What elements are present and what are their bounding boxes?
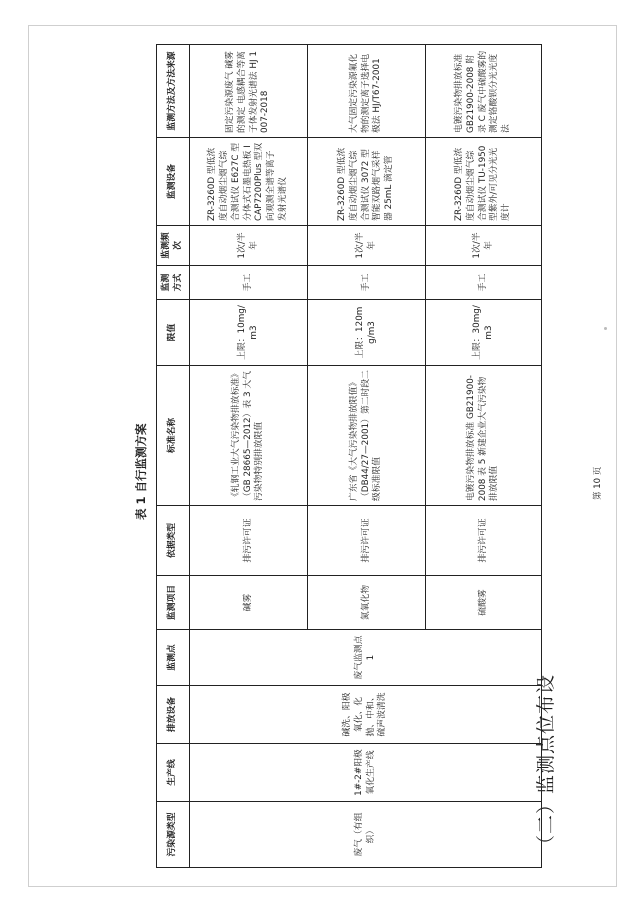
item-cell: 碱雾 [190, 576, 308, 630]
header-emission-equipment: 排放设备 [157, 686, 190, 744]
method-cell: 手工 [190, 266, 308, 300]
item-cell: 硫酸雾 [426, 576, 542, 630]
production-line-cell: 1#-2#阳极氧化生产线 [190, 744, 542, 802]
frequency-cell: 1次/半年 [308, 226, 426, 266]
standard-cell: 《轧钢工业大气污染物排放标准》（GB 28665—2012）表 3 大气污染物特别排放限值 [190, 366, 308, 506]
equipment-cell: ZR-3260D 型低浓度自动烟尘烟气综合测试仪 TU-1950 型紫外/可见分光光度计 [426, 138, 542, 226]
frequency-cell: 1次/半年 [426, 226, 542, 266]
standard-cell: 电镀污染物排放标准 GB21900-2008 表 5 新建企业大气污染物排放限值 [426, 366, 542, 506]
monitoring-plan-table [156, 44, 542, 868]
method-source-cell: 固定污染源废气 碱雾的测定 电感耦合等离子体发射光谱法 HJ 1007-2018 [190, 45, 308, 138]
method-source-cell: 大气固定污染源氟化物的测定离子选择电极法 HJ/T67-2001 [308, 45, 426, 138]
equipment-cell: ZR-3260D 型低浓度自动烟尘烟气综合测试仪 E627C 型分体式石墨电热板 ICAP7200Plus 型双向观测全谱等离子发射光谱仪 [190, 138, 308, 226]
header-monitoring-equipment: 监测设备 [157, 138, 190, 226]
header-frequency: 监测频次 [157, 226, 190, 266]
frequency-cell: 1次/半年 [190, 226, 308, 266]
basis-cell: 排污许可证 [308, 506, 426, 576]
limit-cell: 上限：10mg/m3 [190, 300, 308, 366]
method-cell: 手工 [308, 266, 426, 300]
section-title: （二）监测点位布设 [535, 673, 557, 854]
method-cell: 手工 [426, 266, 542, 300]
source-type-cell: 废气（有组织） [190, 802, 542, 868]
method-source-cell: 电镀污染物排放标准 GB21900-2008 附录 C 废气中硫酸雾的测定铬酸钡分光光度法 [426, 45, 542, 138]
basis-cell: 排污许可证 [426, 506, 542, 576]
emission-equipment-cell: 碱洗、阳极氧化、化抛、中和、硫声波清洗 [190, 686, 542, 744]
header-limit: 限值 [157, 300, 190, 366]
item-cell: 氮氧化物 [308, 576, 426, 630]
basis-cell: 排污许可证 [190, 506, 308, 576]
header-production-line: 生产线 [157, 744, 190, 802]
table-caption: 表 1 自行监测方案 [134, 423, 148, 520]
equipment-cell: ZR-3260D 型低浓度自动烟尘烟气综合测试仪 3072 型智能双路烟气采样器 25mL 滴定管 [308, 138, 426, 226]
standard-cell: 广东省《大气污染物排放限值》（DB44/27—2001）第二时段二级标准限值 [308, 366, 426, 506]
header-source-type: 污染源类型 [157, 802, 190, 868]
header-basis-type: 依据类型 [157, 506, 190, 576]
scan-mark [604, 327, 607, 330]
table-row [190, 45, 308, 868]
header-monitoring-item: 监测项目 [157, 576, 190, 630]
header-method-source: 监测方法及方法来源 [157, 45, 190, 138]
monitoring-point-cell: 废气监测点 1 [190, 630, 542, 686]
table-header-row [157, 45, 190, 868]
header-monitoring-point: 监测点 [157, 630, 190, 686]
rotated-page [29, 40, 619, 880]
limit-cell: 上限：30mg/m3 [426, 300, 542, 366]
header-monitoring-method: 监测方式 [157, 266, 190, 300]
header-standard-name: 标准名称 [157, 366, 190, 506]
page-number: 第 10 页 [593, 466, 603, 500]
limit-cell: 上限：120mg/m3 [308, 300, 426, 366]
